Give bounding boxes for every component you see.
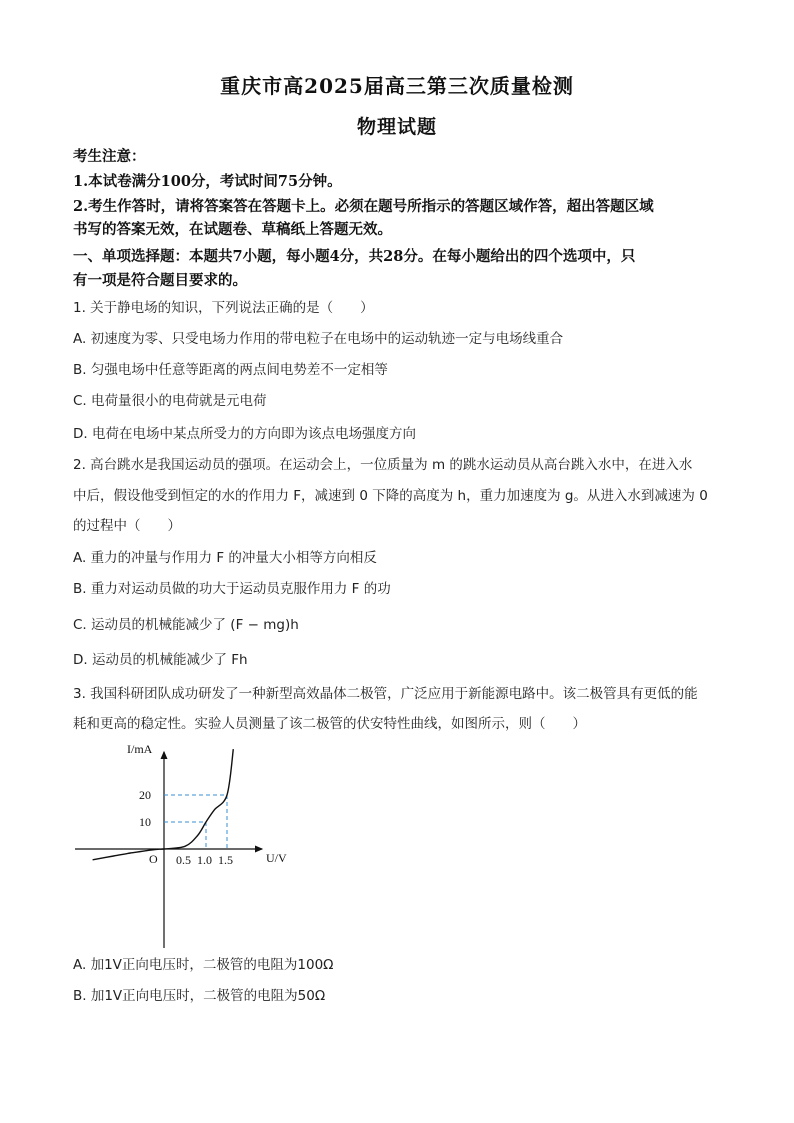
y-axis-label: I/mA bbox=[127, 742, 153, 756]
q2-option-d: D. 运动员的机械能减少了 Fh bbox=[73, 652, 248, 668]
q3-option-b: B. 加1V正向电压时，二极管的电阻为50Ω bbox=[73, 988, 326, 1004]
q1-stem: 1. 关于静电场的知识，下列说法正确的是（ ） bbox=[73, 300, 374, 316]
y-tick-label: 10 bbox=[139, 815, 151, 829]
q3-option-a: A. 加1V正向电压时，二极管的电阻为100Ω bbox=[73, 957, 334, 973]
q1-option-b: B. 匀强电场中任意等距离的两点间电势差不一定相等 bbox=[73, 362, 388, 378]
q2-option-c: C. 运动员的机械能减少了 (F − mg)h bbox=[73, 617, 299, 633]
q3-stem-line-1: 3. 我国科研团队成功研发了一种新型高效晶体二极管，广泛应用于新能源电路中。该二极管具有更低的能 bbox=[73, 686, 698, 702]
y-tick-label: 20 bbox=[139, 788, 151, 802]
q1-option-a: A. 初速度为零、只受电场力作用的带电粒子在电场中的运动轨迹一定与电场线重合 bbox=[73, 331, 564, 347]
q2-option-b: B. 重力对运动员做的功大于运动员克服作用力 F 的功 bbox=[73, 581, 391, 597]
origin-label: O bbox=[149, 852, 158, 866]
notice-heading: 考生注意： bbox=[73, 148, 146, 165]
q2-stem-line-1: 2. 高台跳水是我国运动员的强项。在运动会上，一位质量为 m 的跳水运动员从高台跳入水中，在进入水 bbox=[73, 457, 693, 473]
q2-stem-line-3: 的过程中（ ） bbox=[73, 518, 181, 534]
notice-item-2-line-2: 书写的答案无效，在试题卷、草稿纸上答题无效。 bbox=[73, 221, 392, 238]
q1-option-d: D. 电荷在电场中某点所受力的方向即为该点电场强度方向 bbox=[73, 426, 416, 442]
exam-title: 重庆市高2025届高三第三次质量检测 bbox=[220, 74, 574, 98]
x-axis-label: U/V bbox=[266, 851, 287, 865]
x-tick-label: 0.5 bbox=[176, 853, 191, 867]
iv-curve-series bbox=[93, 749, 234, 860]
notice-item-2-line-1: 2.考生作答时，请将答案答在答题卡上。必须在题号所指示的答题区域作答，超出答题区域 bbox=[73, 198, 654, 215]
iv-characteristic-chart bbox=[70, 740, 300, 950]
x-tick-label: 1.5 bbox=[218, 853, 233, 867]
section-heading-line-1: 一、单项选择题：本题共7小题，每小题4分，共28分。在每小题给出的四个选项中，只 bbox=[73, 248, 636, 265]
exam-subject: 物理试题 bbox=[356, 116, 437, 138]
section-heading-line-2: 有一项是符合题目要求的。 bbox=[73, 272, 247, 289]
q2-stem-line-2: 中后，假设他受到恒定的水的作用力 F，减速到 0 下降的高度为 h，重力加速度为 g。从进入水到减速为 0 bbox=[73, 488, 708, 504]
q2-option-a: A. 重力的冲量与作用力 F 的冲量大小相等方向相反 bbox=[73, 550, 377, 566]
q1-option-c: C. 电荷量很小的电荷就是元电荷 bbox=[73, 393, 267, 409]
q3-stem-line-2: 耗和更高的稳定性。实验人员测量了该二极管的伏安特性曲线，如图所示，则（ ） bbox=[73, 716, 586, 732]
notice-item-1: 1.本试卷满分100分，考试时间75分钟。 bbox=[73, 173, 342, 190]
x-tick-label: 1.0 bbox=[197, 853, 212, 867]
